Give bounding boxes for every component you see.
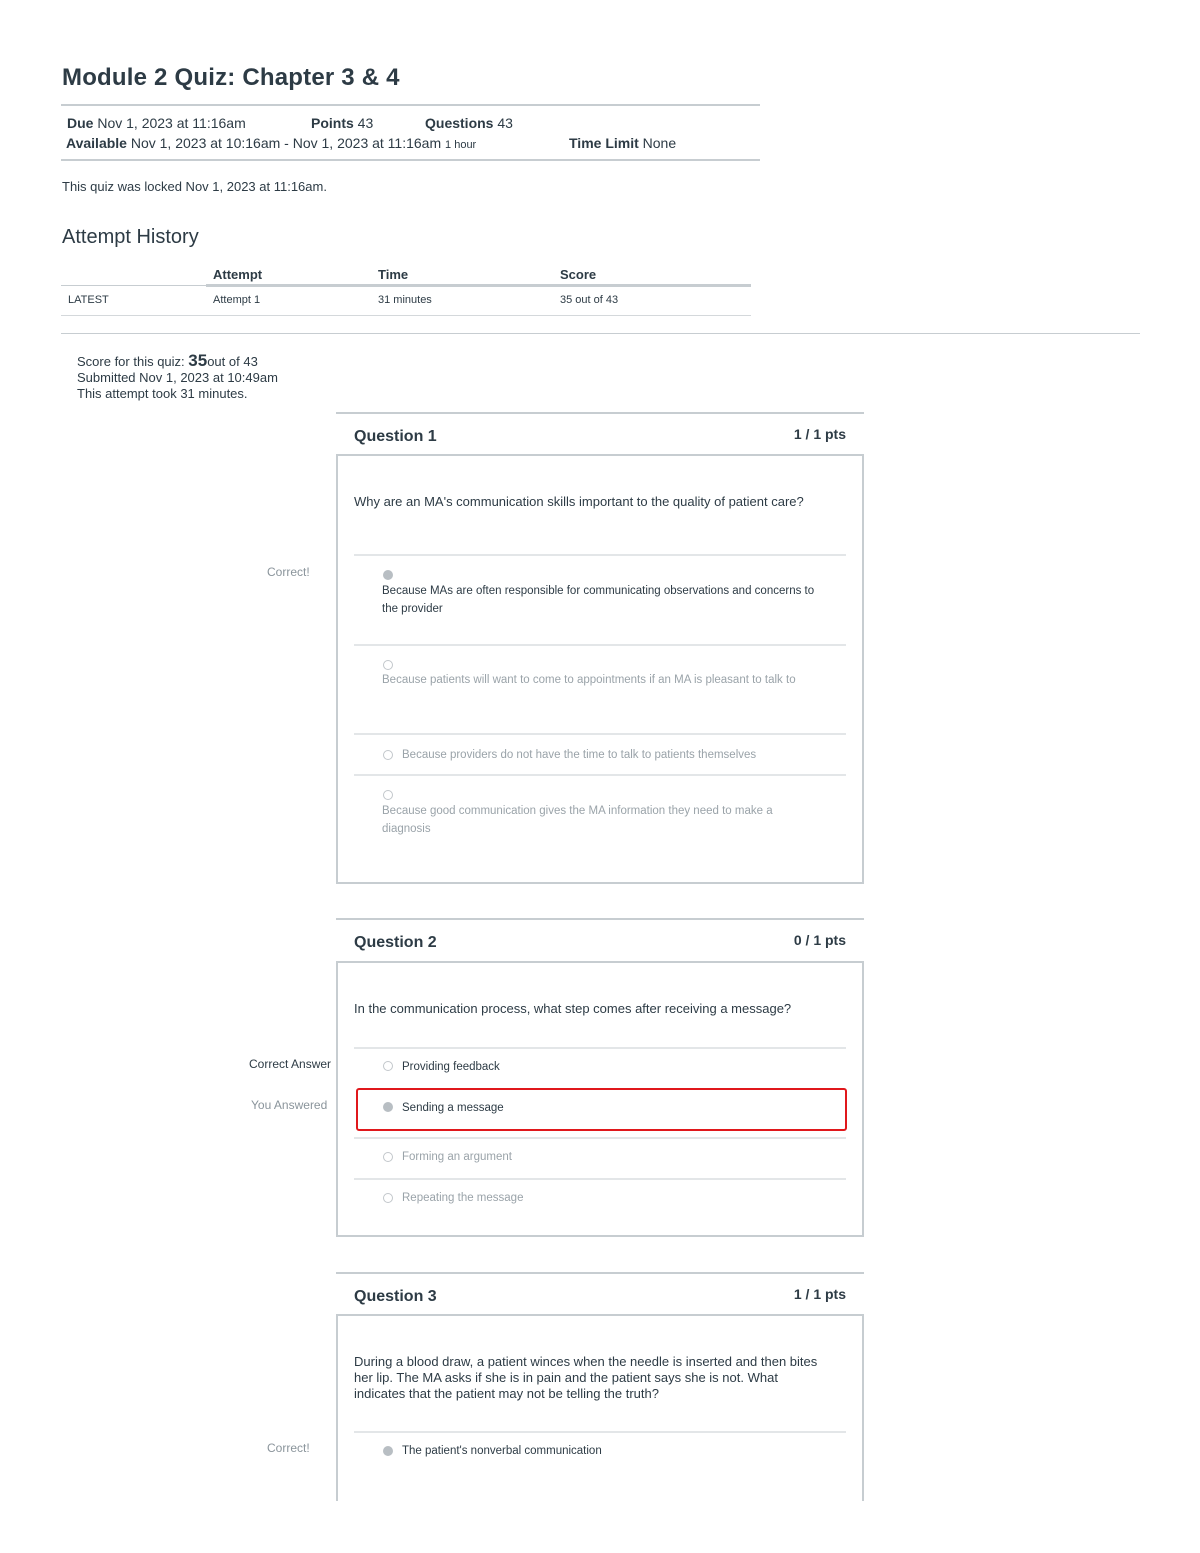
label-connector — [336, 1460, 337, 1499]
question-2-text: In the communication process, what step comes after receiving a message? — [354, 1001, 792, 1016]
question-1-header — [336, 414, 864, 454]
question-2-answer-4-radio[interactable] — [383, 1193, 393, 1203]
question-1-separator — [354, 554, 846, 556]
questions-label: Questions — [425, 115, 494, 131]
question-2 — [336, 918, 864, 1237]
due-label: Due — [67, 115, 94, 131]
question-3-answer-1[interactable]: The patient's nonverbal communication — [402, 1445, 602, 1457]
time-limit-value: None — [642, 135, 677, 151]
question-3-separator — [354, 1431, 846, 1433]
question-3-header — [336, 1274, 864, 1314]
points-value: 43 — [357, 115, 374, 131]
column-header-time: Time — [378, 267, 409, 282]
score-suffix: out of 43 — [207, 354, 258, 369]
submitted-line: Submitted Nov 1, 2023 at 10:49am — [77, 370, 278, 385]
time-limit-label: Time Limit — [569, 135, 639, 151]
answer-separator — [354, 1137, 846, 1139]
question-1-points: 1 / 1 pts — [793, 426, 846, 442]
question-1-title: Question 1 — [354, 428, 437, 445]
question-1-answer-3-radio[interactable] — [383, 750, 393, 760]
due-info — [67, 115, 246, 131]
question-3-title: Question 3 — [354, 1288, 437, 1305]
question-2-answer-3[interactable]: Forming an argument — [402, 1151, 512, 1163]
question-1-answer-4-radio[interactable] — [383, 790, 393, 800]
attempt-score: 35 out of 43 — [560, 294, 619, 306]
question-1-answer-4[interactable]: Because good communication gives the MA information they need to make a diagnosis — [382, 805, 773, 835]
due-value: Nov 1, 2023 at 11:16am — [97, 115, 246, 131]
question-3-points: 1 / 1 pts — [793, 1286, 846, 1302]
time-limit-info — [569, 135, 676, 151]
score-prefix: Score for this quiz: — [77, 354, 185, 369]
questions-value: 43 — [497, 115, 513, 131]
available-value: Nov 1, 2023 at 10:16am - Nov 1, 2023 at 11:16am — [130, 135, 442, 151]
locked-notice: This quiz was locked Nov 1, 2023 at 11:16am. — [62, 179, 327, 194]
page-title: Module 2 Quiz: Chapter 3 & 4 — [62, 64, 400, 91]
question-3-answer-1-radio[interactable] — [383, 1446, 393, 1456]
question-3 — [336, 1272, 864, 1501]
question-1-answer-1-radio[interactable] — [383, 570, 393, 580]
question-2-answer-1-radio[interactable] — [383, 1061, 393, 1071]
points-info — [311, 115, 373, 131]
question-2-answer-3-radio[interactable] — [383, 1152, 393, 1162]
available-info — [66, 135, 476, 151]
question-1-answer-3[interactable]: Because providers do not have the time to talk to patients themselves — [402, 749, 757, 761]
available-label: Available — [66, 135, 127, 151]
answer-separator — [354, 733, 846, 735]
question-2-points: 0 / 1 pts — [793, 932, 846, 948]
answer-separator — [354, 644, 846, 646]
header-top-rule — [61, 104, 760, 106]
attempt-link[interactable]: Attempt 1 — [213, 294, 261, 306]
question-3-text: During a blood draw, a patient winces when the needle is inserted and then bites her lip. The MA asks if she is in pain and the patient says she is not. What indicates that the patient may not be telling the truth? — [354, 1354, 818, 1401]
attempt-history-title: Attempt History — [62, 226, 199, 248]
attempt-time: 31 minutes — [378, 294, 432, 306]
question-2-answer-2[interactable]: Sending a message — [402, 1102, 504, 1114]
question-2-title: Question 2 — [354, 934, 437, 951]
question-3-correct-label: Correct! — [267, 1441, 310, 1455]
label-connector — [336, 1076, 337, 1090]
score-value: 35 — [188, 351, 208, 370]
question-1-text: Why are an MA's communication skills important to the quality of patient care? — [354, 494, 804, 509]
header-bottom-rule — [61, 159, 760, 161]
column-header-score: Score — [560, 267, 597, 282]
duration-line: This attempt took 31 minutes. — [77, 386, 248, 401]
answer-separator — [354, 774, 846, 776]
answer-separator — [354, 1178, 846, 1180]
question-2-header — [336, 920, 864, 960]
correct-answer-label: Correct Answer — [249, 1057, 332, 1071]
attempt-row-rule — [61, 315, 751, 316]
question-3-body — [336, 1314, 864, 1501]
question-1-answer-2-radio[interactable] — [383, 660, 393, 670]
you-answered-label: You Answered — [251, 1098, 328, 1112]
questions-info — [425, 115, 513, 131]
section-divider — [61, 333, 1140, 334]
question-2-separator — [354, 1047, 846, 1049]
points-label: Points — [311, 115, 354, 131]
question-1-answer-1[interactable]: Because MAs are often responsible for communicating observations and concerns to the provider — [382, 585, 815, 615]
question-2-body — [336, 961, 864, 1237]
question-2-answer-1[interactable]: Providing feedback — [402, 1061, 500, 1073]
question-1-body — [336, 454, 864, 884]
question-2-answer-4[interactable]: Repeating the message — [402, 1192, 524, 1204]
attempt-latest-tag: LATEST — [68, 294, 109, 306]
question-2-answer-2-radio[interactable] — [383, 1102, 393, 1112]
question-1-correct-label: Correct! — [267, 565, 310, 579]
available-duration: 1 hour — [445, 139, 477, 151]
score-line — [77, 353, 278, 370]
score-summary — [77, 353, 278, 402]
attempt-header-rule-left — [61, 285, 206, 286]
column-header-attempt: Attempt — [213, 267, 263, 282]
question-1 — [336, 412, 864, 884]
question-1-answer-2[interactable]: Because patients will want to come to appointments if an MA is pleasant to talk to — [382, 674, 796, 686]
attempt-header-rule — [206, 284, 751, 287]
